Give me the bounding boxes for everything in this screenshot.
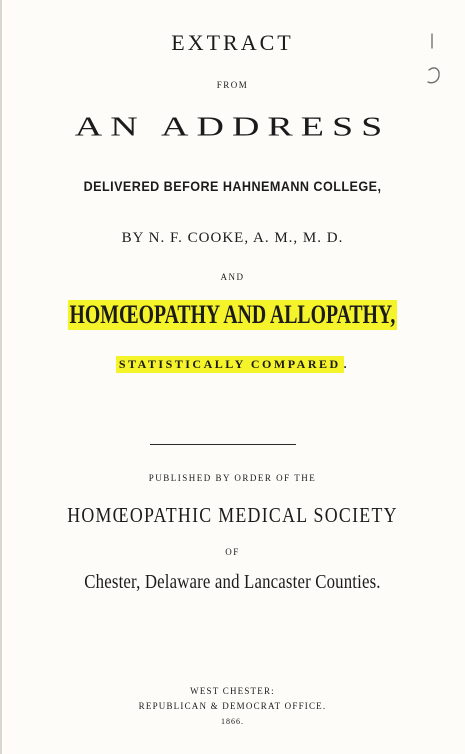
heading-extract: EXTRACT <box>171 30 294 55</box>
author-line: BY N. F. COOKE, A. M., M. D. <box>121 230 344 246</box>
imprint-printer: REPUBLICAN & DEMOCRAT OFFICE. <box>138 701 327 711</box>
imprint-year: 1866. <box>221 717 244 726</box>
society-name: HOMŒOPATHIC MEDICAL SOCIETY <box>67 503 398 527</box>
delivered-line: DELIVERED BEFORE HAHNEMANN COLLEGE, <box>83 178 382 194</box>
subject-line <box>0 300 465 330</box>
divider-rule <box>150 444 296 445</box>
handwritten-mark-icon <box>426 30 444 90</box>
heading-an-address: AN ADDRESS <box>74 111 391 142</box>
subject-highlight: HOMŒOPATHY AND ALLOPATHY, <box>69 300 396 329</box>
published-line: PUBLISHED BY ORDER OF THE <box>148 473 317 483</box>
counties-line: Chester, Delaware and Lancaster Counties. <box>84 571 381 593</box>
subtitle-line <box>0 356 465 373</box>
label-of: OF <box>225 547 240 557</box>
label-and: AND <box>220 272 245 282</box>
subtitle-highlight: STATISTICALLY COMPARED <box>116 356 344 373</box>
subtitle-period: . <box>343 357 350 371</box>
label-from: FROM <box>216 80 249 90</box>
imprint-place: WEST CHESTER: <box>190 686 275 696</box>
